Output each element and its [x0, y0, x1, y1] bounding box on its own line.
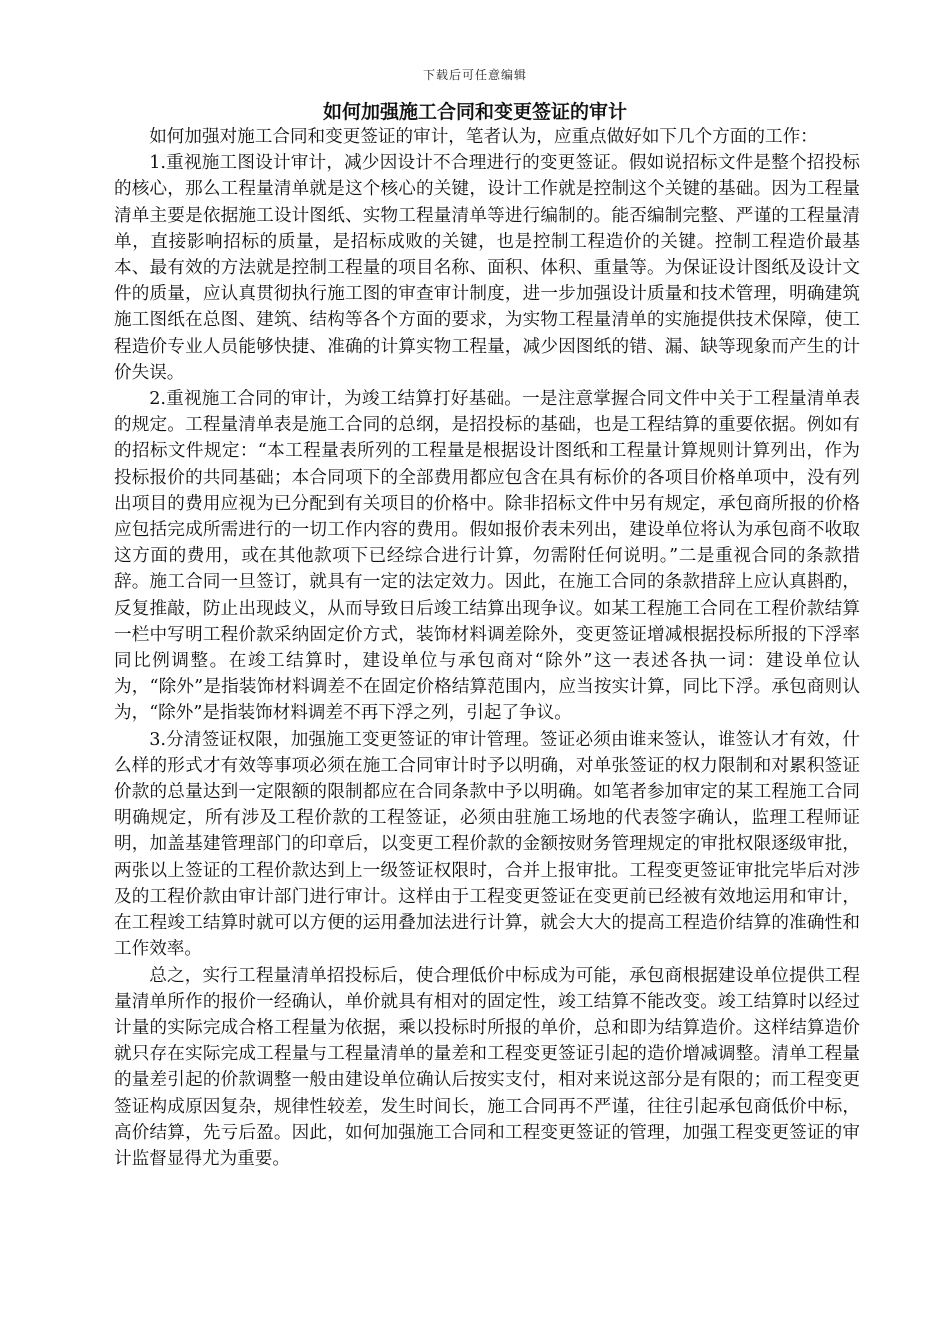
- document-title: 如何加强施工合同和变更签证的审计: [322, 101, 627, 123]
- intro-paragraph: 如何加强对施工合同和变更签证的审计，笔者认为，应重点做好如下几个方面的工作：: [149, 127, 818, 147]
- paragraph-visa-authority: 3.分清签证权限，加强施工变更签证的审计管理。签证必须由谁来签认，谁签认才有效，什么样的形式才有效等事项必须在施工合同审计时予以明确，对单张签证的权力限制和对累积签证价款的总量达到一定限额的限制都应在合同条款中予以明确。如笔者参加审定的某工程施工合同明确规定，所有涉及工程价款的工程签证，必须由驻施工场地的代表签字确认，监理工程师证明，加盖基建管理部门的印章后，以变更工程价款的金额按财务管理规定的审批权限逐级审批，两张以上签证的工程价款达到上一级签证权限时，合并上报审批。工程变更签证审批完毕后对涉及的工程价款由审计部门进行审计。这样由于工程变更签证在变更前已经被有效地运用和审计，在工程竣工结算时就可以方便的运用叠加法进行计算，就会大大的提高工程造价结算的准确性和工作效率。: [114, 729, 860, 960]
- paragraph-summary: 总之，实行工程量清单招投标后，使合理低价中标成为可能，承包商根据建设单位提供工程量清单所作的报价一经确认，单价就具有相对的固定性，竣工结算不能改变。竣工结算时以经过计量的实际完成合格工程量为依据，乘以投标时所报的单价，总和即为结算造价。这样结算造价就只存在实际完成工程量与工程量清单的量差和工程变更签证引起的造价增减调整。清单工程量的量差引起的价款调整一般由建设单位确认后按实支付，相对来说这部分是有限的；而工程变更签证构成原因复杂，规律性较差，发生时间长，施工合同再不严谨，往往引起承包商低价中标，高价结算，先亏后盈。因此，如何加强施工合同和工程变更签证的管理，加强工程变更签证的审计监督显得尤为重要。: [114, 965, 860, 1169]
- header-note: 下载后可任意编辑: [422, 68, 527, 82]
- paragraph-contract-audit: 2.重视施工合同的审计，为竣工结算打好基础。一是注意掌握合同文件中关于工程量清单表的规定。工程量清单表是施工合同的总纲，是招投标的基础，也是工程结算的重要依据。例如有的招标文件规定：“本工程量表所列的工程量是根据设计图纸和工程量计算规则计算列出，作为投标报价的共同基础；本合同项下的全部费用都应包含在具有标价的各项目价格单项中，没有列出项目的费用应视为已分配到有关项目的价格中。除非招标文件中另有规定，承包商所报的价格应包括完成所需进行的一切工作内容的费用。假如报价表未列出，建设单位将认为承包商不收取这方面的费用，或在其他款项下已经综合进行计算，勿需附任何说明。”二是重视合同的条款措辞。施工合同一旦签订，就具有一定的法定效力。因此，在施工合同的条款措辞上应认真斟酌，反复推敲，防止出现歧义，从而导致日后竣工结算出现争议。如某工程施工合同在工程价款结算一栏中写明工程价款采纳固定价方式，装饰材料调差除外，变更签证增减根据投标所报的下浮率同比例调整。在竣工结算时，建设单位与承包商对“除外”这一表述各执一词：建设单位认为，“除外”是指装饰材料调差不在固定价格结算范围内，应当按实计算，同比下浮。承包商则认为，“除外”是指装饰材料调差不再下浮之列，引起了争议。: [114, 389, 860, 724]
- document-body: [114, 124, 860, 1172]
- paragraph-design-audit: 1.重视施工图设计审计，减少因设计不合理进行的变更签证。假如说招标文件是整个招投标的核心，那么工程量清单就是这个核心的关键，设计工作就是控制这个关键的基础。因为工程量清单主要是依据施工设计图纸、实物工程量清单等进行编制的。能否编制完整、严谨的工程量清单，直接影响招标的质量，是招标成败的关键，也是控制工程造价的关键。控制工程造价最基本、最有效的方法就是控制工程量的项目名称、面积、体积、重量等。为保证设计图纸及设计文件的质量，应认真贯彻执行施工图的审查审计制度，进一步加强设计质量和技术管理，明确建筑施工图纸在总图、建筑、结构等各个方面的要求，为实物工程量清单的实施提供技术保障，使工程造价专业人员能够快捷、准确的计算实物工程量，减少因图纸的错、漏、缺等现象而产生的计价失误。: [114, 153, 860, 383]
